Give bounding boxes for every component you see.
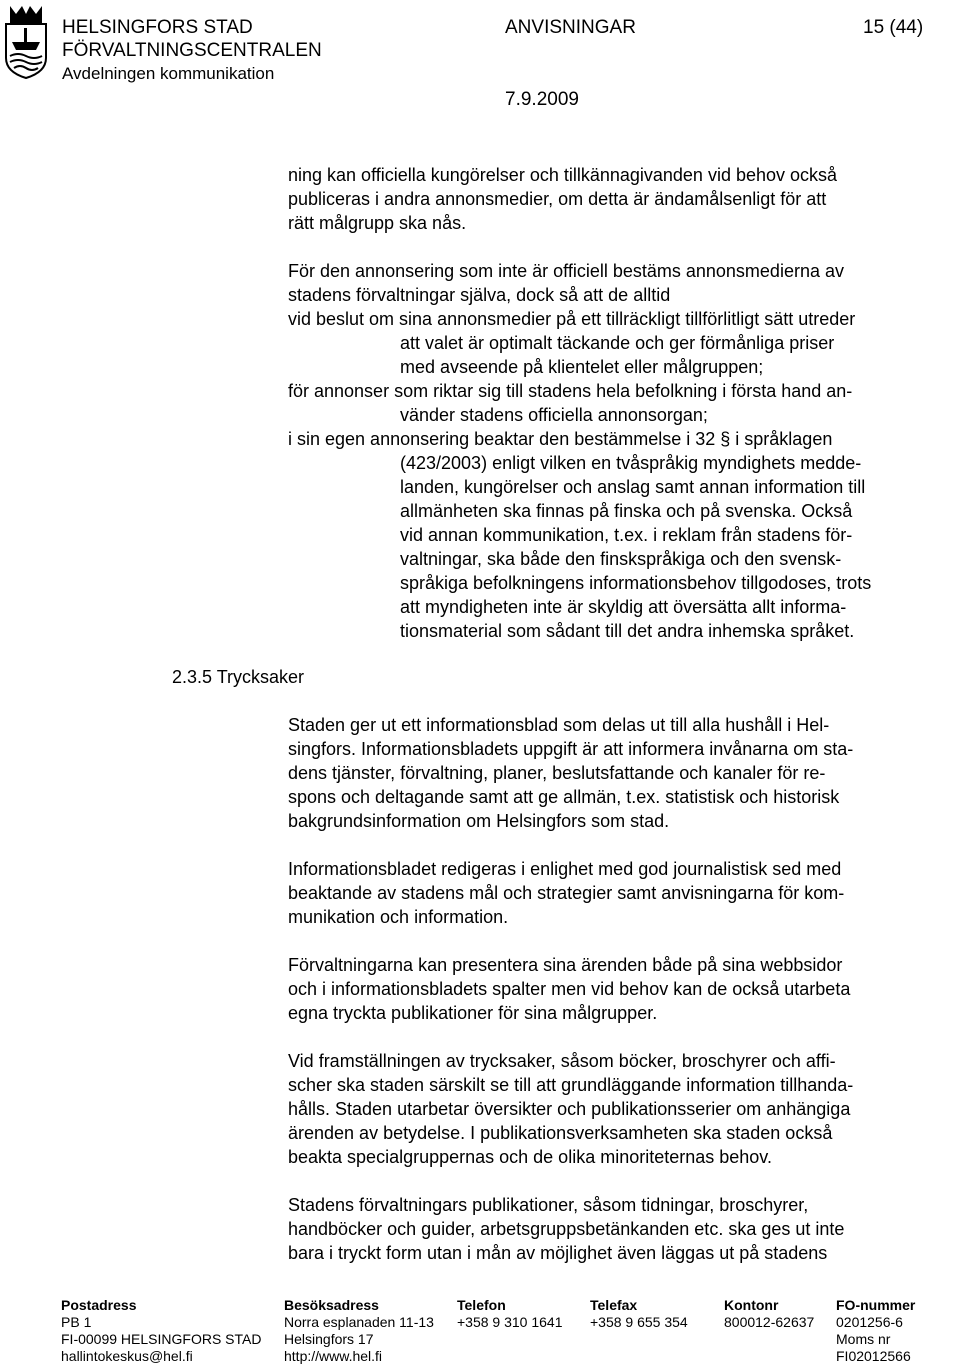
text-line: Stadens förvaltningars publikationer, såsom tidningar, broschyrer, xyxy=(288,1195,809,1215)
annonsering-paragraph xyxy=(288,259,948,643)
text-line: Staden ger ut ett informationsblad som delas ut till alla hushåll i Hel- xyxy=(288,715,830,735)
document-date: 7.9.2009 xyxy=(505,89,579,110)
text-line: Vid framställningen av trycksaker, såsom böcker, broschyrer och affi- xyxy=(288,1051,836,1071)
text-line: Förvaltningarna kan presentera sina ärenden både på sina webbsidor xyxy=(288,955,843,975)
text-line: beaktande av stadens mål och strategier samt anvisningarna för kom- xyxy=(288,883,845,903)
text-line: För den annonsering som inte är officiell bestäms annonsmedierna av xyxy=(288,261,844,281)
footer-website: http://www.hel.fi xyxy=(284,1348,383,1364)
text-line: ning kan officiella kungörelser och tillkännagivanden vid behov också xyxy=(288,165,838,185)
page-number: 15 (44) xyxy=(863,17,924,38)
org-unit: Avdelningen kommunikation xyxy=(62,64,275,83)
text-line: Informationsbladet redigeras i enlighet med god journalistisk sed med xyxy=(288,859,842,879)
footer-fax xyxy=(590,1297,688,1331)
footer-value: FI-00099 HELSINGFORS STAD xyxy=(61,1331,262,1347)
footer-label: Telefax xyxy=(590,1297,638,1313)
text-line: bakgrundsinformation om Helsingfors som stad. xyxy=(288,811,670,831)
text-line: i sin egen annonsering beaktar den bestämmelse i 32 § i språklagen xyxy=(288,429,833,449)
footer-value: 800012-62637 xyxy=(724,1314,815,1330)
section-heading: 2.3.5 Trycksaker xyxy=(172,667,305,687)
text-line: vid beslut om sina annonsmedier på ett tillräckligt tillförlitligt sätt utreder xyxy=(288,309,856,329)
paragraph-3 xyxy=(288,953,948,1025)
paragraph-5 xyxy=(288,1193,948,1265)
text-line: landen, kungörelser och anslag samt annan information till xyxy=(400,477,866,497)
paragraph-2 xyxy=(288,857,948,929)
text-line: (423/2003) enligt vilken en tvåspråkig myndighets medde- xyxy=(400,453,862,473)
text-line: med avseende på klientelet eller målgruppen; xyxy=(400,357,764,377)
text-line: vid annan kommunikation, t.ex. i reklam från stadens för- xyxy=(400,525,853,545)
footer-value: Moms nr xyxy=(836,1331,891,1347)
text-line: tionsmaterial som sådant till det andra inhemska språket. xyxy=(400,621,855,641)
text-line: stadens förvaltningar själva, dock så att de alltid xyxy=(288,285,671,305)
text-line: hålls. Staden utarbetar översikter och publikationsserier om anhängiga xyxy=(288,1099,851,1119)
footer-label: Kontonr xyxy=(724,1297,779,1313)
text-line: dens tjänster, förvaltning, planer, beslutsfattande och kanaler för re- xyxy=(288,763,826,783)
text-line: rätt målgrupp ska nås. xyxy=(288,213,467,233)
footer-postal-address xyxy=(61,1297,261,1365)
footer-label: Besöksadress xyxy=(284,1297,379,1313)
footer-business-id xyxy=(836,1297,915,1365)
footer-value: Helsingfors 17 xyxy=(284,1331,374,1347)
text-line: spons och deltagande samt att ge allmän, t.ex. statistisk och historisk xyxy=(288,787,840,807)
footer-phone xyxy=(457,1297,563,1331)
text-line: bara i tryckt form utan i mån av möjlighet även läggas ut på stadens xyxy=(288,1243,828,1263)
text-line: att myndigheten inte är skyldig att översätta allt informa- xyxy=(400,597,847,617)
intro-paragraph xyxy=(288,163,948,235)
footer-value: 0201256-6 xyxy=(836,1314,903,1330)
text-line: munikation och information. xyxy=(288,907,509,927)
footer-value: Norra esplanaden 11-13 xyxy=(284,1314,434,1330)
document-type: ANVISNINGAR xyxy=(505,17,636,38)
text-line: och i informationsbladets spalter men vid behov kan de också utarbeta xyxy=(288,979,851,999)
helsinki-crest-icon xyxy=(2,2,50,80)
text-line: singfors. Informationsbladets uppgift är att informera invånarna om sta- xyxy=(288,739,854,759)
paragraph-1 xyxy=(288,713,948,833)
footer-value: +358 9 655 354 xyxy=(590,1314,688,1330)
org-department: FÖRVALTNINGSCENTRALEN xyxy=(62,40,322,61)
text-line: egna tryckta publikationer för sina målgrupper. xyxy=(288,1003,658,1023)
text-line: ärenden av betydelse. I publikationsverksamheten ska staden också xyxy=(288,1123,833,1143)
footer-label: Postadress xyxy=(61,1297,137,1313)
footer-account-number xyxy=(724,1297,814,1331)
text-line: språkiga befolkningens informationsbehov tillgodoses, trots xyxy=(400,573,872,593)
footer-visiting-address xyxy=(284,1297,434,1365)
text-line: scher ska staden särskilt se till att grundläggande information tillhanda- xyxy=(288,1075,854,1095)
footer-value: +358 9 310 1641 xyxy=(457,1314,563,1330)
footer-email: hallintokeskus@hel.fi xyxy=(61,1348,193,1364)
footer-value: FI02012566 xyxy=(836,1348,911,1364)
footer-label: FO-nummer xyxy=(836,1297,916,1313)
footer-value: PB 1 xyxy=(61,1314,92,1330)
text-line: att valet är optimalt täckande och ger förmånliga priser xyxy=(400,333,835,353)
footer-label: Telefon xyxy=(457,1297,506,1313)
text-line: valtningar, ska både den finskspråkiga och den svensk- xyxy=(400,549,842,569)
text-line: vänder stadens officiella annonsorgan; xyxy=(400,405,708,425)
text-line: beakta specialgruppernas och de olika minoriteternas behov. xyxy=(288,1147,772,1167)
org-name: HELSINGFORS STAD xyxy=(62,17,253,38)
text-line: allmänheten ska finnas på finska och på svenska. Också xyxy=(400,501,853,521)
text-line: handböcker och guider, arbetsgruppsbetänkanden etc. ska ges ut inte xyxy=(288,1219,845,1239)
text-line: publiceras i andra annonsmedier, om detta är ändamålsenligt för att xyxy=(288,189,827,209)
paragraph-4 xyxy=(288,1049,948,1169)
text-line: för annonser som riktar sig till stadens hela befolkning i första hand an- xyxy=(288,381,853,401)
